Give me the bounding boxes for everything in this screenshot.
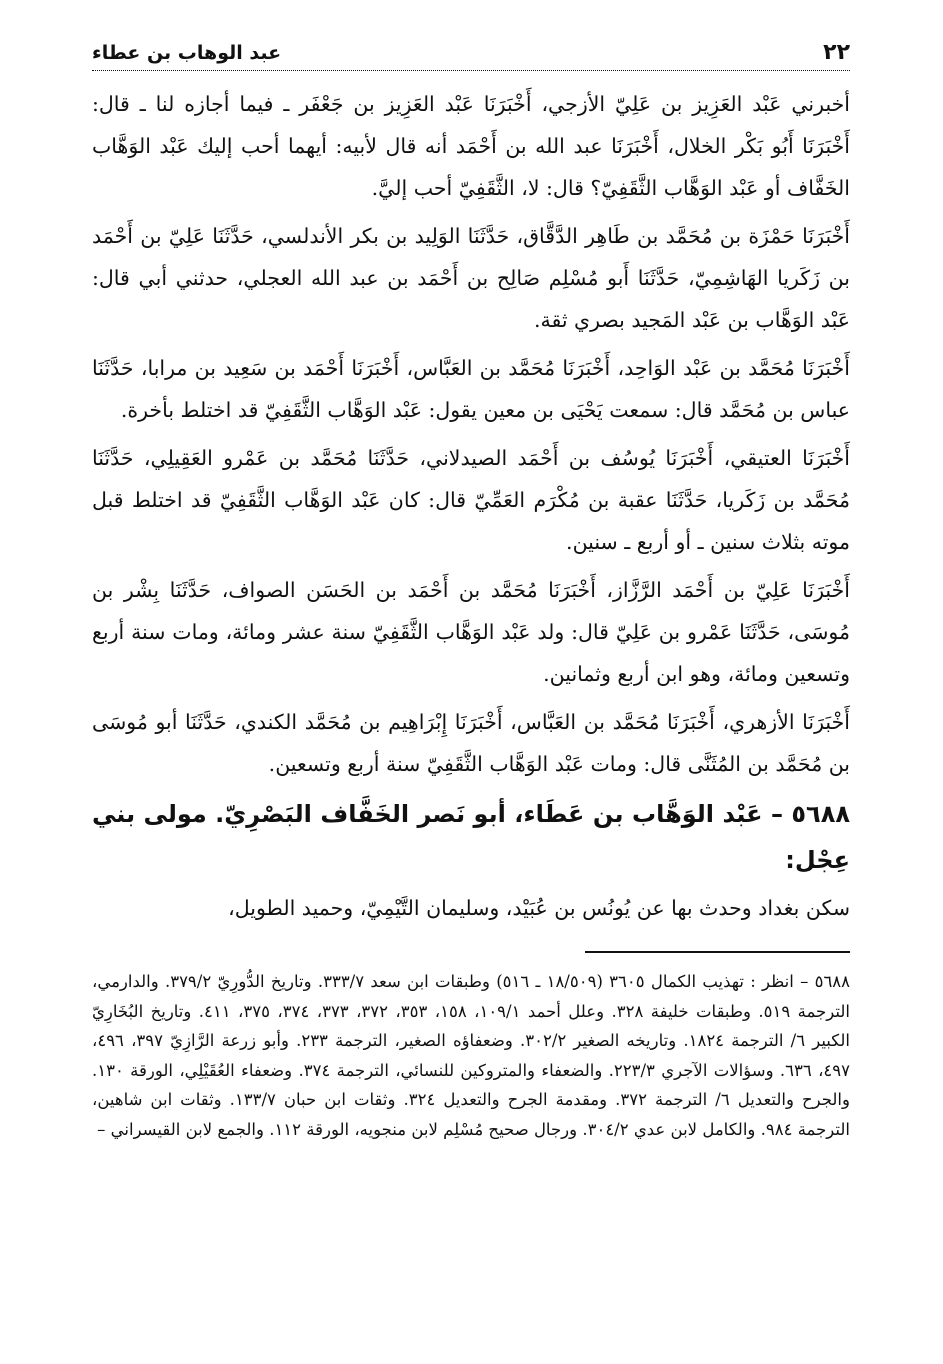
paragraph: أَخْبَرَنَا الأزهري، أَخْبَرَنَا مُحَمَّد بن العَبَّاس، أَخْبَرَنَا إِبْرَاهِيم بن مُحَمَّد الكندي، حَدَّثَنَا أبو مُوسَى بن مُحَمَّد بن المُثَنَّى قال: ومات عَبْد الوَهَّاب الثَّقَفِيّ سنة أربع وتسعين. <box>92 710 850 776</box>
page-number: ٢٢ <box>823 40 850 65</box>
entry-paragraph: سكن بغداد وحدث بها عن يُونُس بن عُبَيْد، وسليمان التَّيْمِيّ، وحميد الطويل، <box>228 896 850 920</box>
paragraph: أَخْبَرَنَا حَمْزَة بن مُحَمَّد بن طَاهِر الدَّقَّاق، حَدَّثَنَا الوَلِيد بن بكر الأندلسي، حَدَّثَنَا عَلِيّ بن أَحْمَد بن زَكَريا الهَاشِمِيّ، حَدَّثَنَا أَبو مُسْلِم صَالِح بن أَحْمَد بن عبد الله العجلي، حدثني أبي قال: عَبْد الوَهَّاب بن عَبْد المَجيد بصري ثقة. <box>92 224 850 332</box>
running-title: عبد الوهاب بن عطاء <box>92 42 282 64</box>
paragraph: أخبرني عَبْد العَزِيز بن عَلِيّ الأزجي، أَخْبَرَنَا عَبْد العَزِيز بن جَعْفَر ـ فيما أجازه لنا ـ قال: أَخْبَرَنَا أَبُو بَكْر الخلال، أَخْبَرَنَا عبد الله بن أَحْمَد أنه قال لأبيه: أيهما أحب إليك عَبْد الوَهَّاب الخَفَّاف أو عَبْد الوَهَّاب الثَّقَفِيّ؟ قال: لا، الثَّقَفِيّ أحب إليَّ. <box>92 92 850 200</box>
footnote: ٥٦٨٨ – انظر : تهذيب الكمال ٣٦٠٥ (١٨/٥٠٩ ـ ٥١٦) وطبقات ابن سعد ٣٣٣/٧. وتاريخ الدُّورِيّ ٣٧٩/٢. والدارمي، الترجمة ٥١٩. وطبقات خليفة ٣٢٨. وعلل أحمد ١٠٩/١، ١٥٨، ٣٥٣، ٣٧٢، ٣٧٣، ٣٧٤، ٣٧٥، ٤١١. وتاريخ البُخَارِيّ الكبير ٦/ الترجمة ١٨٢٤. وتاريخه الصغير ٣٠٢/٢. وضعفاؤه الصغير، الترجمة ٢٣٣. وأبو زرعة الرَّازِيّ ٣٩٧، ٤٩٦، ٤٩٧، ٦٣٦. وسؤالات الآجري ٢٢٣/٣. والضعفاء والمتروكين للنسائي، الترجمة ٣٧٤. وضعفاء العُقَيْلِي، الورقة ١٣٠. والجرح والتعديل ٦/ الترجمة ٣٧٢. ومقدمة الجرح والتعديل ٣٢٤. وثقات ابن حبان ١٣٣/٧. وثقات ابن شاهين، الترجمة ٩٨٤. والكامل لابن عدي ٣٠٤/٢. ورجال صحيح مُسْلِم لابن منجويه، الورقة ١١٢. والجمع لابن القيسراني – <box>92 972 851 1139</box>
paragraph: أَخْبَرَنَا مُحَمَّد بن عَبْد الوَاحِد، أَخْبَرَنَا مُحَمَّد بن العَبَّاس، أَخْبَرَنَا أَحْمَد بن سَعِيد بن مرابا، حَدَّثَنَا عباس بن مُحَمَّد قال: سمعت يَحْيَى بن معين يقول: عَبْد الوَهَّاب الثَّقَفِيّ قد اختلط بأخرة. <box>92 356 850 422</box>
running-header <box>92 38 850 71</box>
footnote-divider <box>585 951 850 953</box>
paragraph: أَخْبَرَنَا عَلِيّ بن أَحْمَد الرَّزَّاز، أَخْبَرَنَا مُحَمَّد بن أَحْمَد بن الحَسَن الصواف، حَدَّثَنَا بِشْر بن مُوسَى، حَدَّثَنَا عَمْرو بن عَلِيّ قال: ولد عَبْد الوَهَّاب الثَّقَفِيّ سنة عشر ومائة، ومات سنة أربع وتسعين ومائة، وهو ابن أربع وثمانين. <box>92 578 850 686</box>
book-page <box>92 38 850 1144</box>
paragraph: أَخْبَرَنَا العتيقي، أَخْبَرَنَا يُوسُف بن أَحْمَد الصيدلاني، حَدَّثَنَا مُحَمَّد بن عَمْرو العَقِيلِي، حَدَّثَنَا مُحَمَّد بن زَكَريا، حَدَّثَنَا عقبة بن مُكْرَم العَمِّيّ قال: كان عَبْد الوَهَّاب الثَّقَفِيّ قد اختلط قبل موته بثلاث سنين ـ أو أربع ـ سنين. <box>92 446 850 554</box>
main-text <box>92 83 850 929</box>
entry-heading: ٥٦٨٨ – عَبْد الوَهَّاب بن عَطَاء، أبو نَصر الخَفَّاف البَصْرِيّ. مولى بني عِجْل: <box>92 800 850 874</box>
